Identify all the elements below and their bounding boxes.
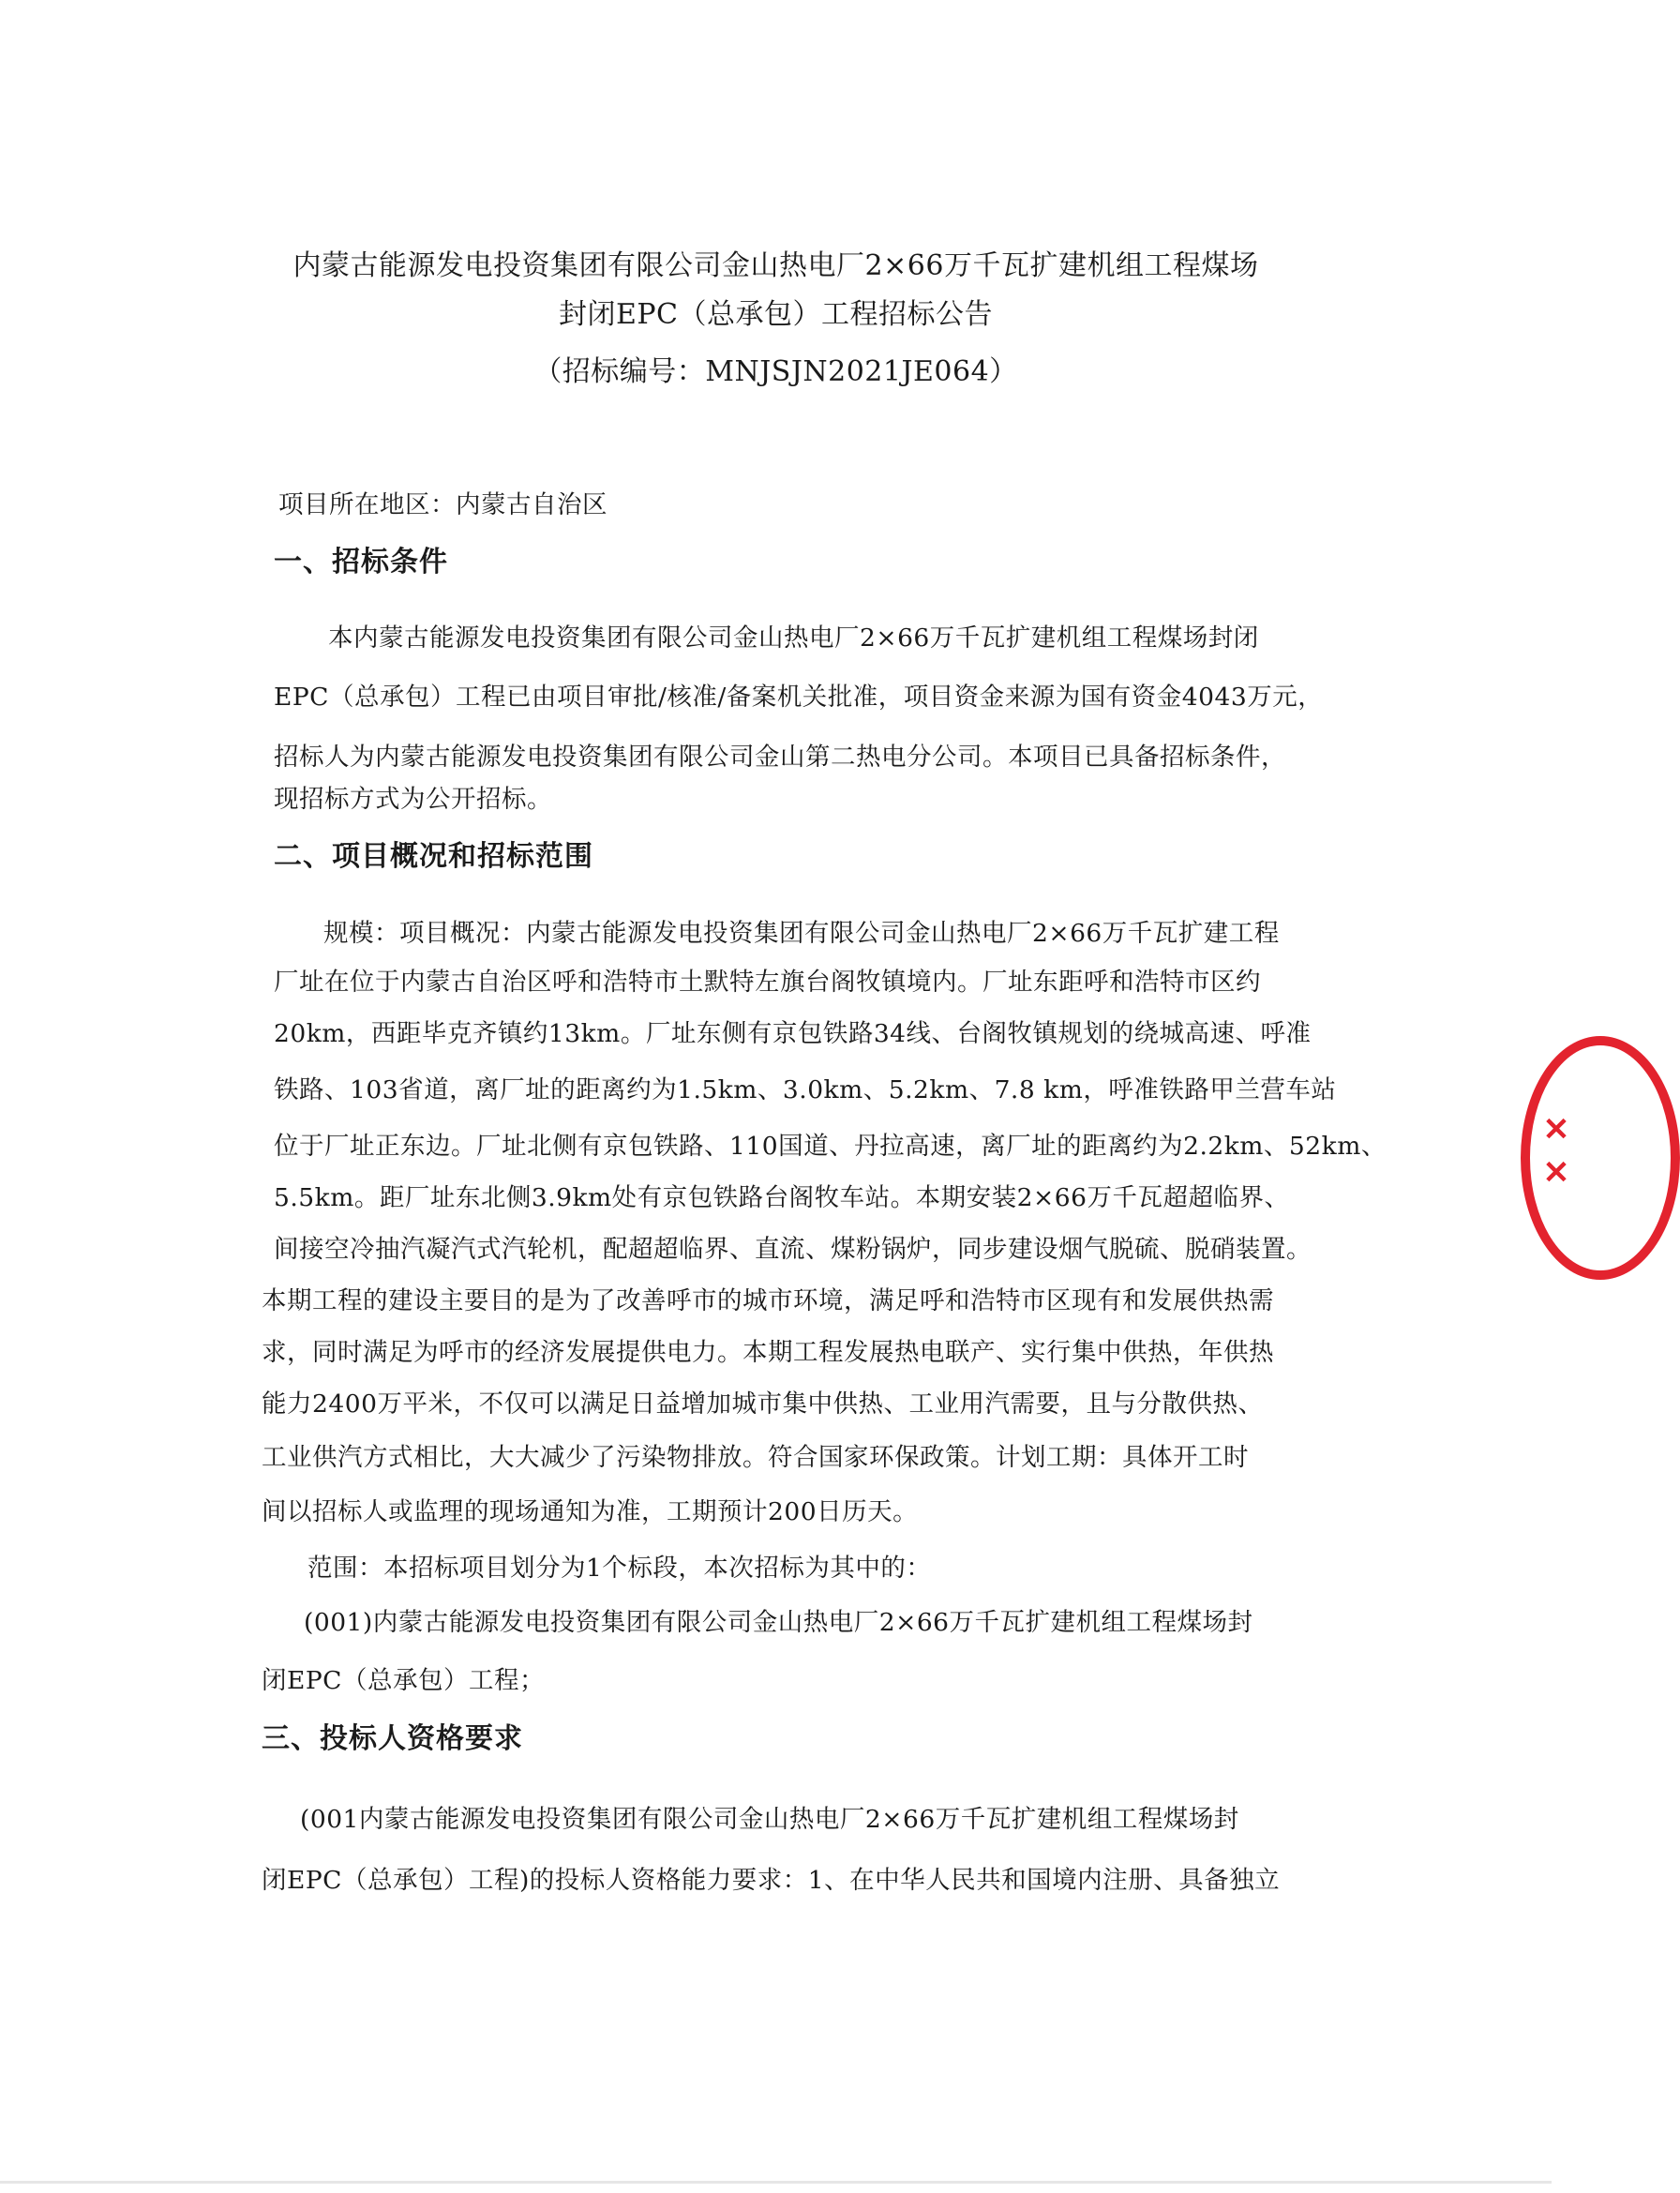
section-3-heading: 三、投标人资格要求	[262, 1722, 523, 1755]
section-2-line: 工业供汽方式相比，大大减少了污染物排放。符合国家环保政策。计划工期：具体开工时	[262, 1443, 1249, 1472]
section-2-line: 能力2400万平米，不仅可以满足日益增加城市集中供热、工业用汽需要，且与分散供热、	[262, 1389, 1264, 1419]
section-1-line: EPC（总承包）工程已由项目审批/核准/备案机关批准，项目资金来源为国有资金4043万元，	[274, 683, 1324, 712]
section-2-line: 本期工程的建设主要目的是为了改善呼市的城市环境，满足呼和浩特市区现有和发展供热需	[262, 1286, 1274, 1315]
title-line-2: 封闭EPC（总承包）工程招标公告	[558, 298, 994, 331]
project-region: 项目所在地区：内蒙古自治区	[278, 490, 608, 519]
section-2-line: 厂址在位于内蒙古自治区呼和浩特市土默特左旗台阁牧镇境内。厂址东距呼和浩特市区约	[274, 968, 1261, 997]
section-2-line: 5.5km。距厂址东北侧3.9km处有京包铁路台阁牧车站。本期安装2×66万千瓦超超临界、	[274, 1183, 1290, 1212]
title-line-1: 内蒙古能源发电投资集团有限公司金山热电厂2×66万千瓦扩建机组工程煤场	[292, 249, 1259, 282]
section-2-line: 20km，西距毕克齐镇约13km。厂址东侧有京包铁路34线、台阁牧镇规划的绕城高速、呼准	[274, 1019, 1312, 1048]
section-1-line: 招标人为内蒙古能源发电投资集团有限公司金山第二热电分公司。本项目已具备招标条件，	[274, 743, 1286, 772]
section-1-line: 现招标方式为公开招标。	[274, 785, 552, 814]
section-2-line: 闭EPC（总承包）工程；	[262, 1666, 545, 1695]
seal-glyph-mark: ✕✕	[1538, 1111, 1575, 1197]
section-1-heading: 一、招标条件	[274, 546, 448, 578]
section-2-line: 规模：项目概况：内蒙古能源发电投资集团有限公司金山热电厂2×66万千瓦扩建工程	[323, 919, 1280, 948]
section-2-line: (001)内蒙古能源发电投资集团有限公司金山热电厂2×66万千瓦扩建机组工程煤场封	[304, 1608, 1253, 1637]
section-2-line: 间以招标人或监理的现场通知为准，工期预计200日历天。	[262, 1497, 919, 1526]
section-2-line: 范围：本招标项目划分为1个标段，本次招标为其中的：	[308, 1554, 932, 1583]
section-2-line: 求，同时满足为呼市的经济发展提供电力。本期工程发展热电联产、实行集中供热，年供热	[262, 1338, 1274, 1367]
scan-bottom-edge	[0, 2181, 1552, 2184]
section-3-line: (001内蒙古能源发电投资集团有限公司金山热电厂2×66万千瓦扩建机组工程煤场封	[300, 1805, 1239, 1834]
section-1-line: 本内蒙古能源发电投资集团有限公司金山热电厂2×66万千瓦扩建机组工程煤场封闭	[328, 623, 1259, 653]
bid-number: （招标编号：MNJSJN2021JE064）	[533, 355, 1018, 388]
section-2-line: 位于厂址正东边。厂址北侧有京包铁路、110国道、丹拉高速，离厂址的距离约为2.2km、52km、	[274, 1132, 1387, 1161]
section-2-line: 铁路、103省道，离厂址的距离约为1.5km、3.0km、5.2km、7.8 km，呼准铁路甲兰营车站	[274, 1075, 1337, 1104]
section-2-heading: 二、项目概况和招标范围	[274, 840, 593, 873]
section-2-line: 间接空冷抽汽凝汽式汽轮机，配超超临界、直流、煤粉锅炉，同步建设烟气脱硫、脱硝装置。	[274, 1235, 1312, 1264]
section-3-line: 闭EPC（总承包）工程)的投标人资格能力要求：1、在中华人民共和国境内注册、具备独立	[262, 1866, 1281, 1895]
